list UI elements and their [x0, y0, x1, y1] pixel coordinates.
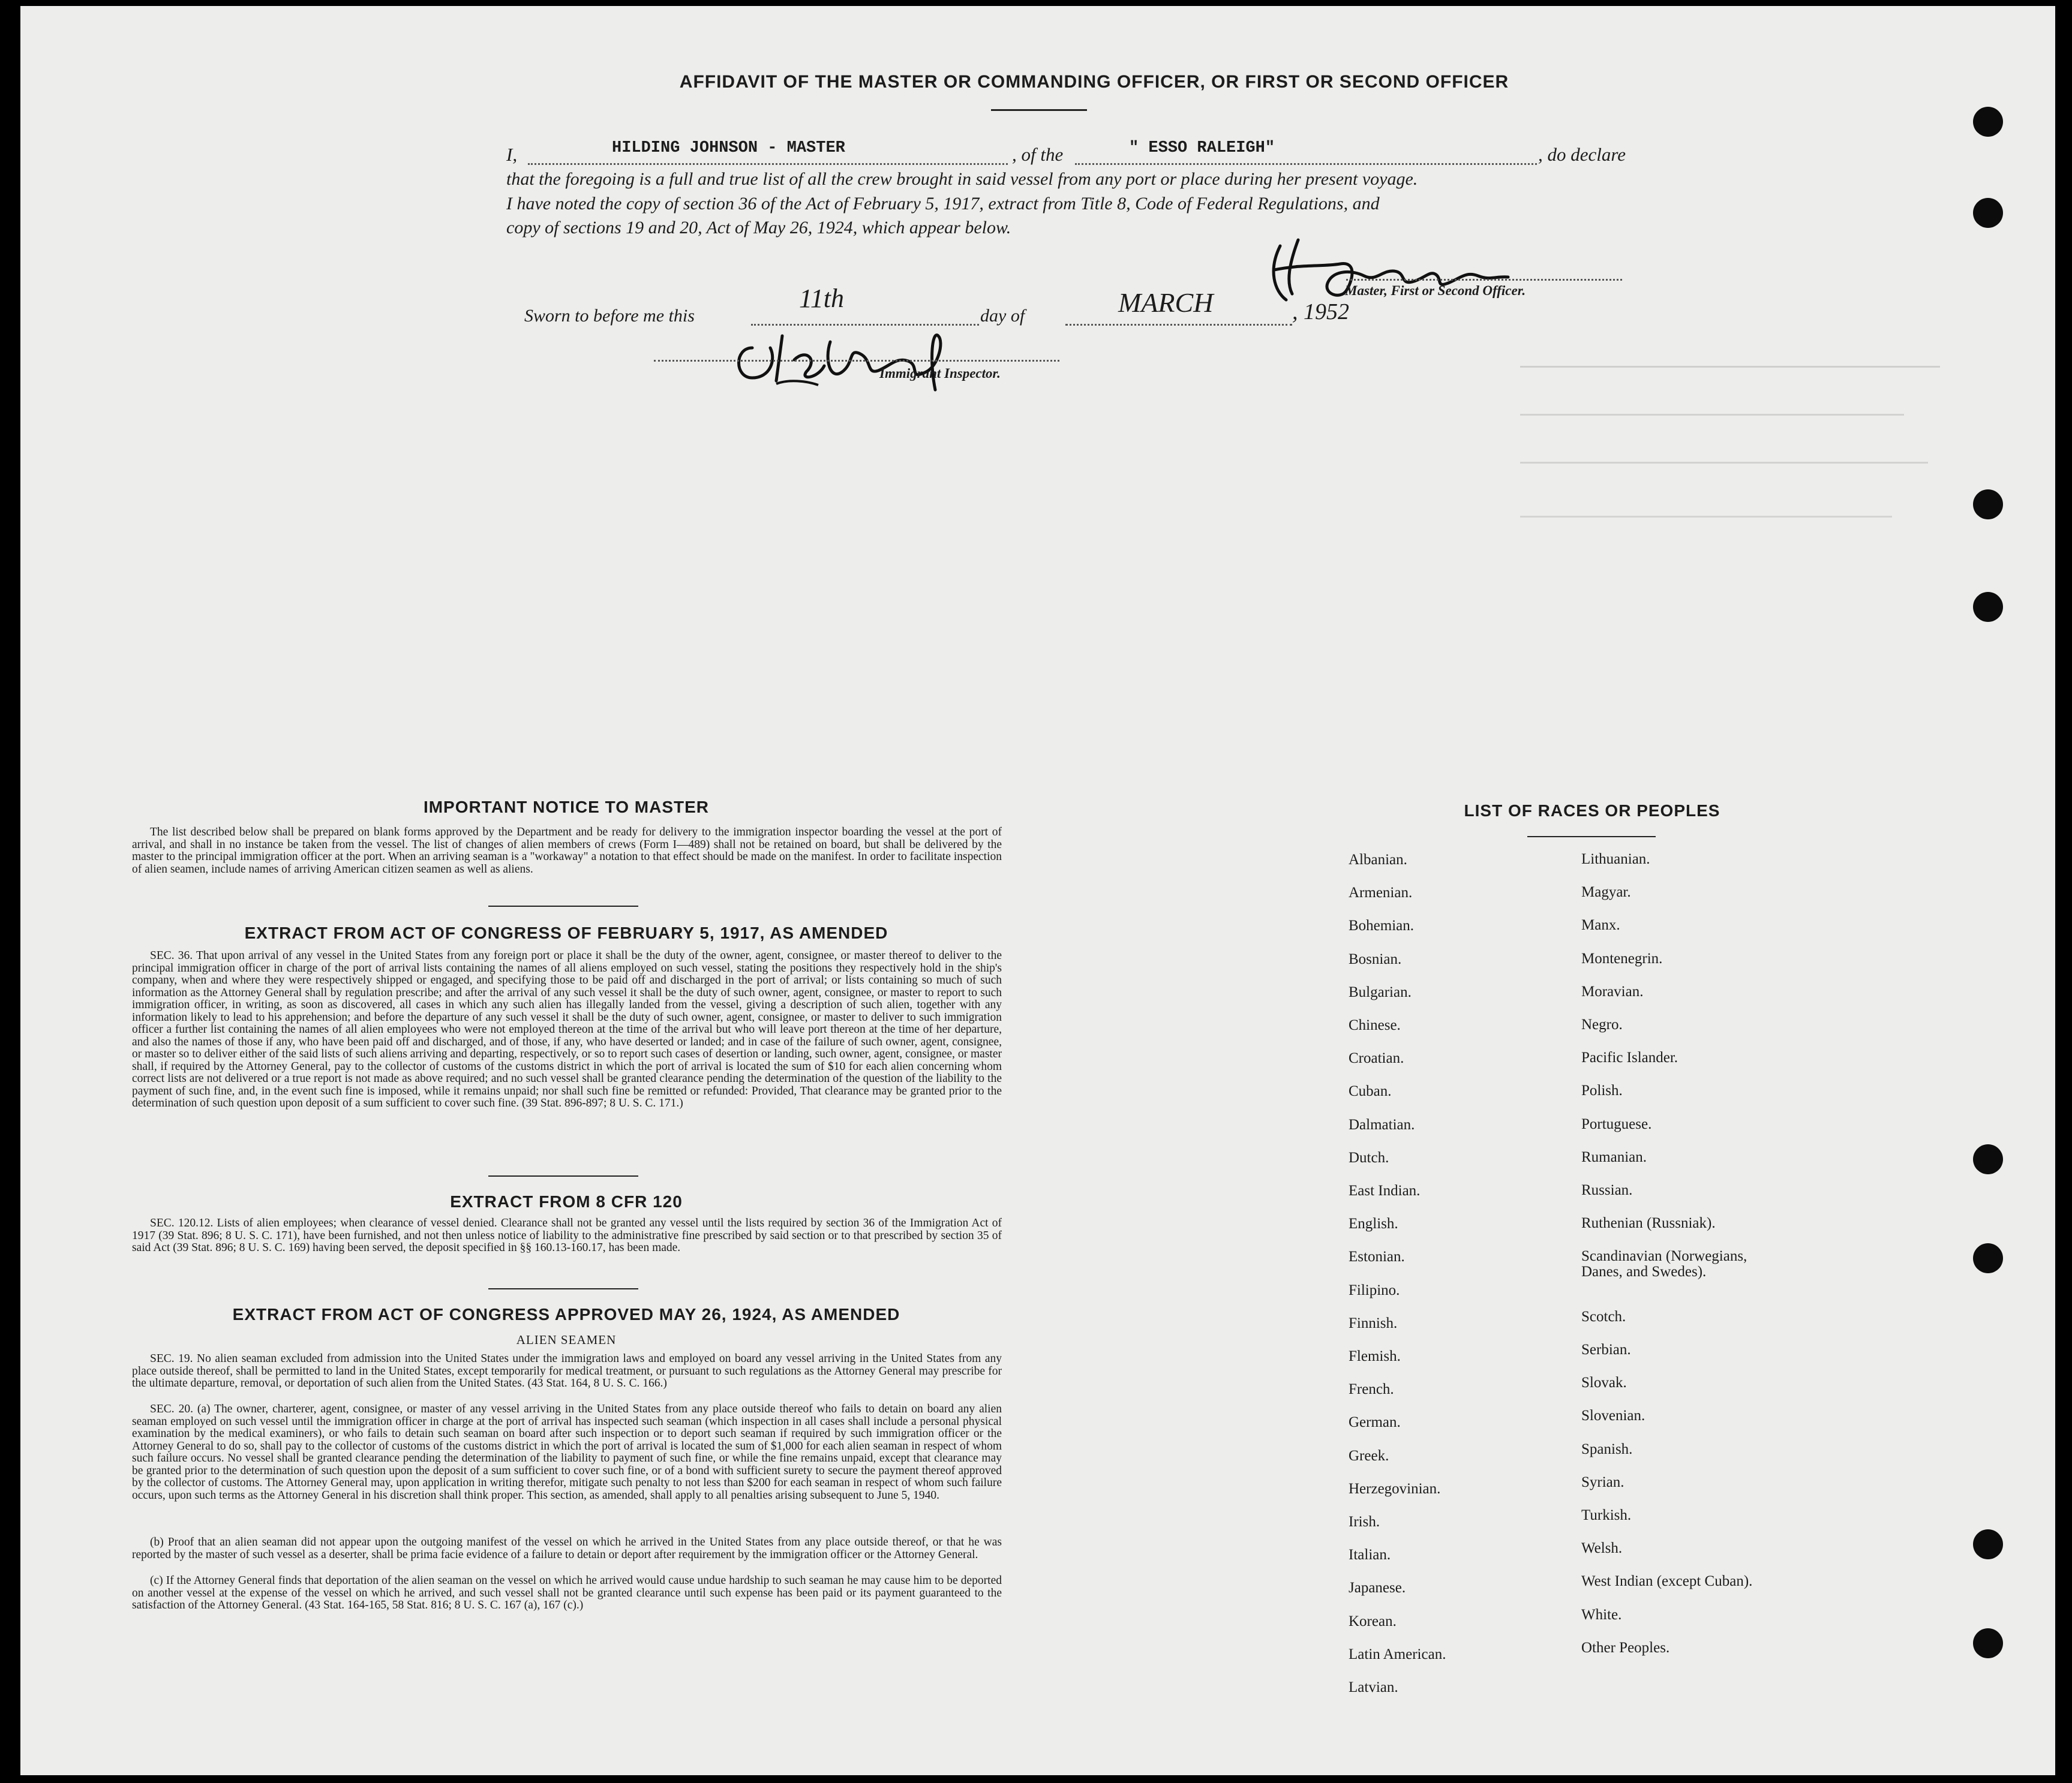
race-item: Russian. — [1581, 1182, 1633, 1198]
race-item: Ruthenian (Russniak). — [1581, 1215, 1716, 1232]
race-item: Croatian. — [1349, 1050, 1404, 1067]
extract-1917-heading: EXTRACT FROM ACT OF CONGRESS OF FEBRUARY 5, 1917, AS AMENDED — [244, 924, 888, 942]
inspector-signature-line — [654, 360, 1059, 362]
race-item: Scotch. — [1581, 1308, 1626, 1325]
document-page — [20, 6, 2055, 1775]
punch-hole-8 — [1973, 1628, 2003, 1658]
divider-2 — [488, 1175, 638, 1177]
extract-1924-subheading: ALIEN SEAMEN — [516, 1333, 617, 1347]
divider-1 — [488, 906, 638, 907]
sworn-label: Sworn to before me this — [524, 306, 695, 326]
vessel-name-value: " ESSO RALEIGH" — [1129, 139, 1275, 157]
race-item: Serbian. — [1581, 1342, 1631, 1358]
race-item: Portuguese. — [1581, 1115, 1652, 1132]
sworn-month-line — [1065, 324, 1292, 326]
extract-1924-sec20a: SEC. 20. (a) The owner, charterer, agent, consignee, or master of any vessel arriving in the United States from any place outside thereof who fails to detain on board any alien seaman employed on such vessel until the immigration officer in charge at the port of arrival has inspected such seaman (which inspection in all cases shall include a personal physical examination by the medical examiners), or who fails to detain such seaman on board after such inspection or to deport such seaman if required by such immigration officer or the Attorney General to do so, shall pay to the collector of customs of the customs district in which the port of arrival is located the sum of $1,000 for each alien seaman in respect of whom such failure occurs. No vessel shall be granted clearance pending the determination of the liability to payment of such fine, or while the fine remains unpaid, except that clearance may be granted prior to the determination of such question upon the deposit of a sum sufficient to cover such fine, or of a bond with sufficient surety to secure the payment thereof approved by the collector of customs. The Attorney General may, upon application in writing therefor, mitigate such penalty to not less than $200 for each seaman in respect of whom such failure occurs, upon such terms as the Attorney General in his discretion shall think proper. This section, as amended, shall apply to all penalties arising subsequent to June 5, 1940. — [132, 1403, 1002, 1502]
declaration-line-3: copy of sections 19 and 20, Act of May 26, 1924, which appear below. — [506, 218, 1011, 237]
race-item: Cuban. — [1349, 1083, 1392, 1100]
master-signature-caption: Master, First or Second Officer. — [1345, 283, 1526, 298]
day-of-label: day of — [980, 306, 1025, 326]
notice-body: The list described below shall be prepared on blank forms approved by the Department and be ready for delivery to the immigration inspector boarding the vessel at the port of arrival, and shall in no instance be taken from the vessel. The list of changes of alien members of crews (Form I—489) shall not be retained on board, but shall be delivered by the master to the principal immigration officer at the port. When an arriving seaman is a "workaway" a notation to that effect should be made on the manifest. In order to facilitate inspection of alien seamen, include names of arriving American citizen seamen as well as aliens. — [132, 826, 1002, 876]
race-item: Irish. — [1349, 1514, 1380, 1530]
extract-cfr-heading: EXTRACT FROM 8 CFR 120 — [450, 1192, 683, 1211]
divider-3 — [488, 1288, 638, 1289]
races-heading-underline — [1527, 836, 1656, 837]
master-name-value: HILDING JOHNSON - MASTER — [612, 139, 845, 157]
race-item: Welsh. — [1581, 1540, 1623, 1557]
race-item: Dalmatian. — [1349, 1116, 1415, 1133]
extract-1924-heading: EXTRACT FROM ACT OF CONGRESS APPROVED MAY 26, 1924, AS AMENDED — [232, 1305, 900, 1324]
race-item: Italian. — [1349, 1547, 1391, 1563]
vessel-name-line — [1075, 163, 1537, 165]
race-item: Lithuanian. — [1581, 851, 1650, 867]
race-item: German. — [1349, 1414, 1401, 1431]
extract-cfr-body: SEC. 120.12. Lists of alien employees; when clearance of vessel denied. Clearance shall not be granted any vessel until the lists required by section 36 of the Immigration Act of 1917 (39 Stat. 896; 8 U. S. C. 171), have been furnished, and not then unless notice of liability to the administrative fine prescribed by said section or to that prescribed by section 35 of said Act (39 Stat. 896; 8 U. S. C. 169) having been served, the deposit specified in §§ 160.13-160.17, has been made. — [132, 1217, 1002, 1254]
race-item: Montenegrin. — [1581, 950, 1663, 967]
sworn-year-value: , 1952 — [1292, 299, 1349, 324]
extract-1924-sec20b: (b) Proof that an alien seaman did not appear upon the outgoing manifest of the vessel on which he arrived in the United States from any place outside thereof, or that he was reported by the master of such vessel as a deserter, shall be prima facie evidence of a failure to detain or deport after requirement by the immigration officer or the Attorney General. — [132, 1536, 1002, 1561]
punch-hole-2 — [1973, 198, 2003, 228]
race-item: Korean. — [1349, 1613, 1397, 1629]
race-item: Rumanian. — [1581, 1148, 1647, 1165]
race-item: Chinese. — [1349, 1017, 1401, 1033]
of-the-label: , of the — [1012, 144, 1064, 165]
inspector-caption: Immigrant Inspector. — [879, 366, 1001, 381]
race-item: Albanian. — [1349, 852, 1407, 868]
race-item: Estonian. — [1349, 1249, 1405, 1265]
race-item: Armenian. — [1349, 885, 1413, 901]
race-item: French. — [1349, 1381, 1394, 1398]
races-heading: LIST OF RACES OR PEOPLES — [1464, 801, 1720, 820]
race-item: Latin American. — [1349, 1646, 1446, 1662]
punch-hole-5 — [1973, 1144, 2003, 1174]
extract-1917-body: SEC. 36. That upon arrival of any vessel in the United States from any foreign port or place it shall be the duty of the owner, agent, consignee, or master thereof to deliver to the principal immigration officer in charge of the port of arrival lists containing the names of all aliens employed on such vessel, stating the positions they respectively hold in the ship's company, when and where they were respectively shipped or engaged, and specifying those to be paid off and discharged in the port of arrival; or lists containing so much of such information as the Attorney General shall by regulation prescribe; and after the arrival of any such vessel it shall be the duty of such owner, agent, consignee, or master to report to such immigration officer, in writing, as soon as discovered, all cases in which any such alien has illegally landed from the vessel, giving a description of such alien, together with any information likely to lead to his apprehension; and before the departure of any such vessel it shall be the duty of such owner, agent, consignee, or master to deliver to such immigration officer a further list containing the names of all alien employees who were not employed thereon at the time of the arrival but who will leave port thereon at the time of her departure, and also the names of those if any, who have been paid off and discharged, and of those, if any, who have deserted or landed; and in case of the failure of such owner, agent, consignee, or master so to deliver either of the said lists of such aliens arriving and departing, respectively, or so to report such cases of desertion or landing, such owner, agent, consignee, or master shall, if required by the Attorney General, pay to the collector of customs of the customs district in which the port of arrival is located the sum of $10 for each alien concerning whom correct lists are not delivered or a true report is not made as above required; and no such vessel shall be granted clearance pending the determination of the question of the liability to the payment of such fine, and, in the event such fine is imposed, while it remains unpaid; nor shall such fine be remitted or refunded: Provided, That clearance may be granted prior to the determination of such question upon deposit of a sum sufficient to cover such fine. (39 Stat. 896-897; 8 U. S. C. 171.) — [132, 949, 1002, 1110]
punch-hole-7 — [1973, 1529, 2003, 1559]
race-item: East Indian. — [1349, 1183, 1421, 1199]
race-item: Syrian. — [1581, 1474, 1624, 1490]
declare-prefix: I, — [506, 144, 518, 165]
master-name-line — [528, 163, 1008, 165]
extract-1924-sec19: SEC. 19. No alien seaman excluded from admission into the United States under the immigration laws and employed on board any vessel arriving in the United States from any place outside thereof, shall be permitted to land in the United States, except temporarily for medical treatment, or pursuant to such regulations as the Attorney General may prescribe for the ultimate departure, removal, or deportation of such alien from the United States. (43 Stat. 164, 8 U. S. C. 166.) — [132, 1352, 1002, 1390]
race-item: Negro. — [1581, 1017, 1623, 1033]
sworn-day-value: 11th — [799, 284, 844, 313]
race-item: Polish. — [1581, 1083, 1623, 1099]
race-item: Finnish. — [1349, 1315, 1398, 1331]
race-item: Turkish. — [1581, 1507, 1632, 1523]
race-item: Pacific Islander. — [1581, 1050, 1678, 1066]
race-item: Other Peoples. — [1581, 1639, 1670, 1656]
do-declare-label: , do declare — [1538, 144, 1626, 165]
race-item: Flemish. — [1349, 1348, 1401, 1364]
race-item: Moravian. — [1581, 983, 1644, 1000]
title-underline — [991, 109, 1087, 111]
race-item: Herzegovinian. — [1349, 1480, 1441, 1497]
master-signature-line — [1346, 279, 1622, 281]
declaration-line-1: that the foregoing is a full and true list of all the crew brought in said vessel from any port or place during her present voyage. — [506, 169, 1418, 189]
race-item: Slovak. — [1581, 1375, 1627, 1391]
race-item: Greek. — [1349, 1447, 1389, 1464]
punch-hole-1 — [1973, 107, 2003, 137]
race-item: Slovenian. — [1581, 1408, 1645, 1424]
race-item: Magyar. — [1581, 884, 1631, 901]
race-item: Bosnian. — [1349, 951, 1402, 967]
race-item: West Indian (except Cuban). — [1581, 1573, 1753, 1590]
race-item: Scandinavian (Norwegians, Danes, and Swedes). — [1581, 1248, 1747, 1280]
race-item: Dutch. — [1349, 1149, 1389, 1166]
race-item: White. — [1581, 1606, 1622, 1623]
race-item: English. — [1349, 1216, 1398, 1232]
race-item: Filipino. — [1349, 1282, 1400, 1298]
race-item: Bulgarian. — [1349, 984, 1412, 1000]
notice-heading: IMPORTANT NOTICE TO MASTER — [423, 798, 710, 816]
declaration-line-2: I have noted the copy of section 36 of the Act of February 5, 1917, extract from Title 8, Code of Federal Regulations, and — [506, 194, 1380, 214]
affidavit-title: AFFIDAVIT OF THE MASTER OR COMMANDING OFFICER, OR FIRST OR SECOND OFFICER — [679, 72, 1509, 92]
race-item: Bohemian. — [1349, 918, 1415, 934]
extract-1924-sec20c: (c) If the Attorney General finds that deportation of the alien seaman on the vessel on which he arrived would cause undue hardship to such seaman he may cause him to be deported on another vessel at the expense of the vessel on which he arrived, and such vessel shall not be granted clearance until such expense has been paid or its payment guaranteed to the satisfaction of the Attorney General. (43 Stat. 164-165, 58 Stat. 816; 8 U. S. C. 167 (a), 167 (c).) — [132, 1574, 1002, 1611]
race-item: Japanese. — [1349, 1580, 1406, 1596]
punch-hole-6 — [1973, 1243, 2003, 1273]
race-item: Latvian. — [1349, 1679, 1398, 1695]
race-item: Manx. — [1581, 917, 1620, 934]
sworn-month-value: MARCH — [1118, 287, 1214, 318]
race-item: Spanish. — [1581, 1441, 1633, 1457]
